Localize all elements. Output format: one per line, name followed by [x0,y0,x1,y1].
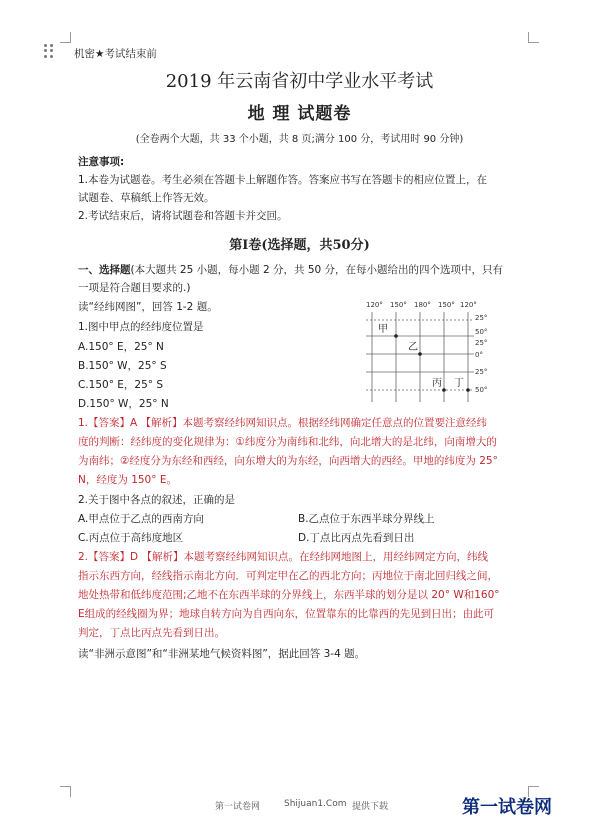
answer-line: 度的判断：经纬度的变化规律为：①纬度分为南纬和北纬，向北增大的是北纬，向南增大的 [78,436,497,448]
map-lat-label: 50° [475,328,488,336]
question-stem: 1.图中甲点的经纬度位置是 [78,321,204,333]
question-option: C.丙点位于高纬度地区 [78,532,184,544]
answer-line: 指示东西方向，经线指示南北方向．可判定甲在乙的西北方向；丙地位于南北回归线之间， [78,570,498,582]
document-title: 2019 年云南省初中学业水平考试 [165,71,434,92]
page-corner-mark [60,32,71,43]
note-line: 1.本卷为试题卷。考生必须在答题卡上解题作答。答案应书写在答题卡的相应位置上，在 [78,174,488,186]
drag-handle-icon[interactable] [44,44,54,58]
answer-line: 为南纬；②经度分为东经和西经，向东增大的为东经，向西增大的西经。甲地的纬度为 25° [78,455,498,467]
answer-line: 判定，丁点比丙点先看到日出。 [78,627,225,639]
map-lat-label: 25° [475,314,488,322]
footer-text: Shijuan1.Com [284,799,347,809]
map-lon-label: 150° [438,301,455,309]
part-text-cont: 一项是符合题目要求的.) [78,282,191,294]
part-instructions [78,262,503,277]
map-lat-label: 0° [475,351,483,359]
map-lon-label: 120° [366,301,383,309]
part-label: 一、选择题 [78,264,131,276]
confidential-label: 机密★考试结束前 [74,48,157,60]
exam-meta: (全卷两个大题，共 33 个小题，共 8 页;满分 100 分，考试用时 90 分钟) [135,134,464,145]
map-lat-label: 25° [475,368,488,376]
map-lon-label: 180° [414,301,431,309]
map-point [442,388,446,392]
map-point-label: 乙 [408,342,418,353]
graticule-map [362,298,498,406]
map-point [418,352,422,356]
question-option: C.150° E，25° S [78,379,164,391]
question-option: B.乙点位于东西半球分界线上 [298,513,435,525]
map-point-label: 丙 [432,378,442,389]
footer-text: 第一试卷网 [215,802,261,812]
question-intro: 读“非洲示意图”和“非洲某地气候资料图”，据此回答 3-4 题。 [78,648,366,660]
note-line: 试题卷、草稿纸上作答无效。 [78,192,215,204]
page-corner-mark [60,786,71,797]
part-text: (本大题共 25 小题，每小题 2 分，共 50 分，在每小题给出的四个选项中，只有 [130,264,504,276]
answer-line: 2.【答案】D 【解析】本题考察经纬网知识点。在经纬网地图上，用经纬网定方向，纬线 [78,551,488,563]
map-lat-label: 25° [475,339,488,347]
notes-heading: 注意事项: [78,156,125,168]
answer-line: 1.【答案】A 【解析】本题考察经纬网知识点。根据经纬网确定任意点的位置要注意经纬 [78,417,488,429]
question-option: B.150° W，25° S [78,360,167,372]
map-lon-label: 120° [460,301,477,309]
question-stem: 2.关于图中各点的叙述，正确的是 [78,494,236,506]
question-option: A.甲点位于乙点的西南方向 [78,513,204,525]
map-point [394,334,398,338]
map-point-label: 甲 [378,324,388,335]
section-title: 第Ⅰ卷(选择题，共50分) [229,238,370,253]
map-point [466,388,470,392]
document-subtitle: 地 理 试题卷 [247,104,352,124]
question-option: D.150° W，25° N [78,398,169,410]
map-lat-label: 50° [475,386,488,394]
page-corner-mark [528,32,539,43]
answer-line: N，经度为 150° E。 [78,474,177,486]
question-intro: 读“经纬网图”，回答 1-2 题。 [78,301,218,313]
answer-line: 地处热带和低纬度范围;乙地不在东西半球的分界线上，东西半球的划分是以 20° W和160° [78,589,500,601]
footer-text: 提供下载 [352,802,389,812]
map-point-label: 丁 [454,378,464,389]
question-option: A.150° E，25° N [78,341,164,353]
note-line: 2.考试结束后，请将试题卷和答题卡并交回。 [78,210,288,222]
site-logo: 第一试卷网 [462,797,552,818]
answer-line: E组成的经线圈为界；地球自转方向为自西向东，位置靠东的比靠西的先见到日出；由此可 [78,608,495,620]
question-option: D.丁点比丙点先看到日出 [298,532,415,544]
map-lon-label: 150° [390,301,407,309]
